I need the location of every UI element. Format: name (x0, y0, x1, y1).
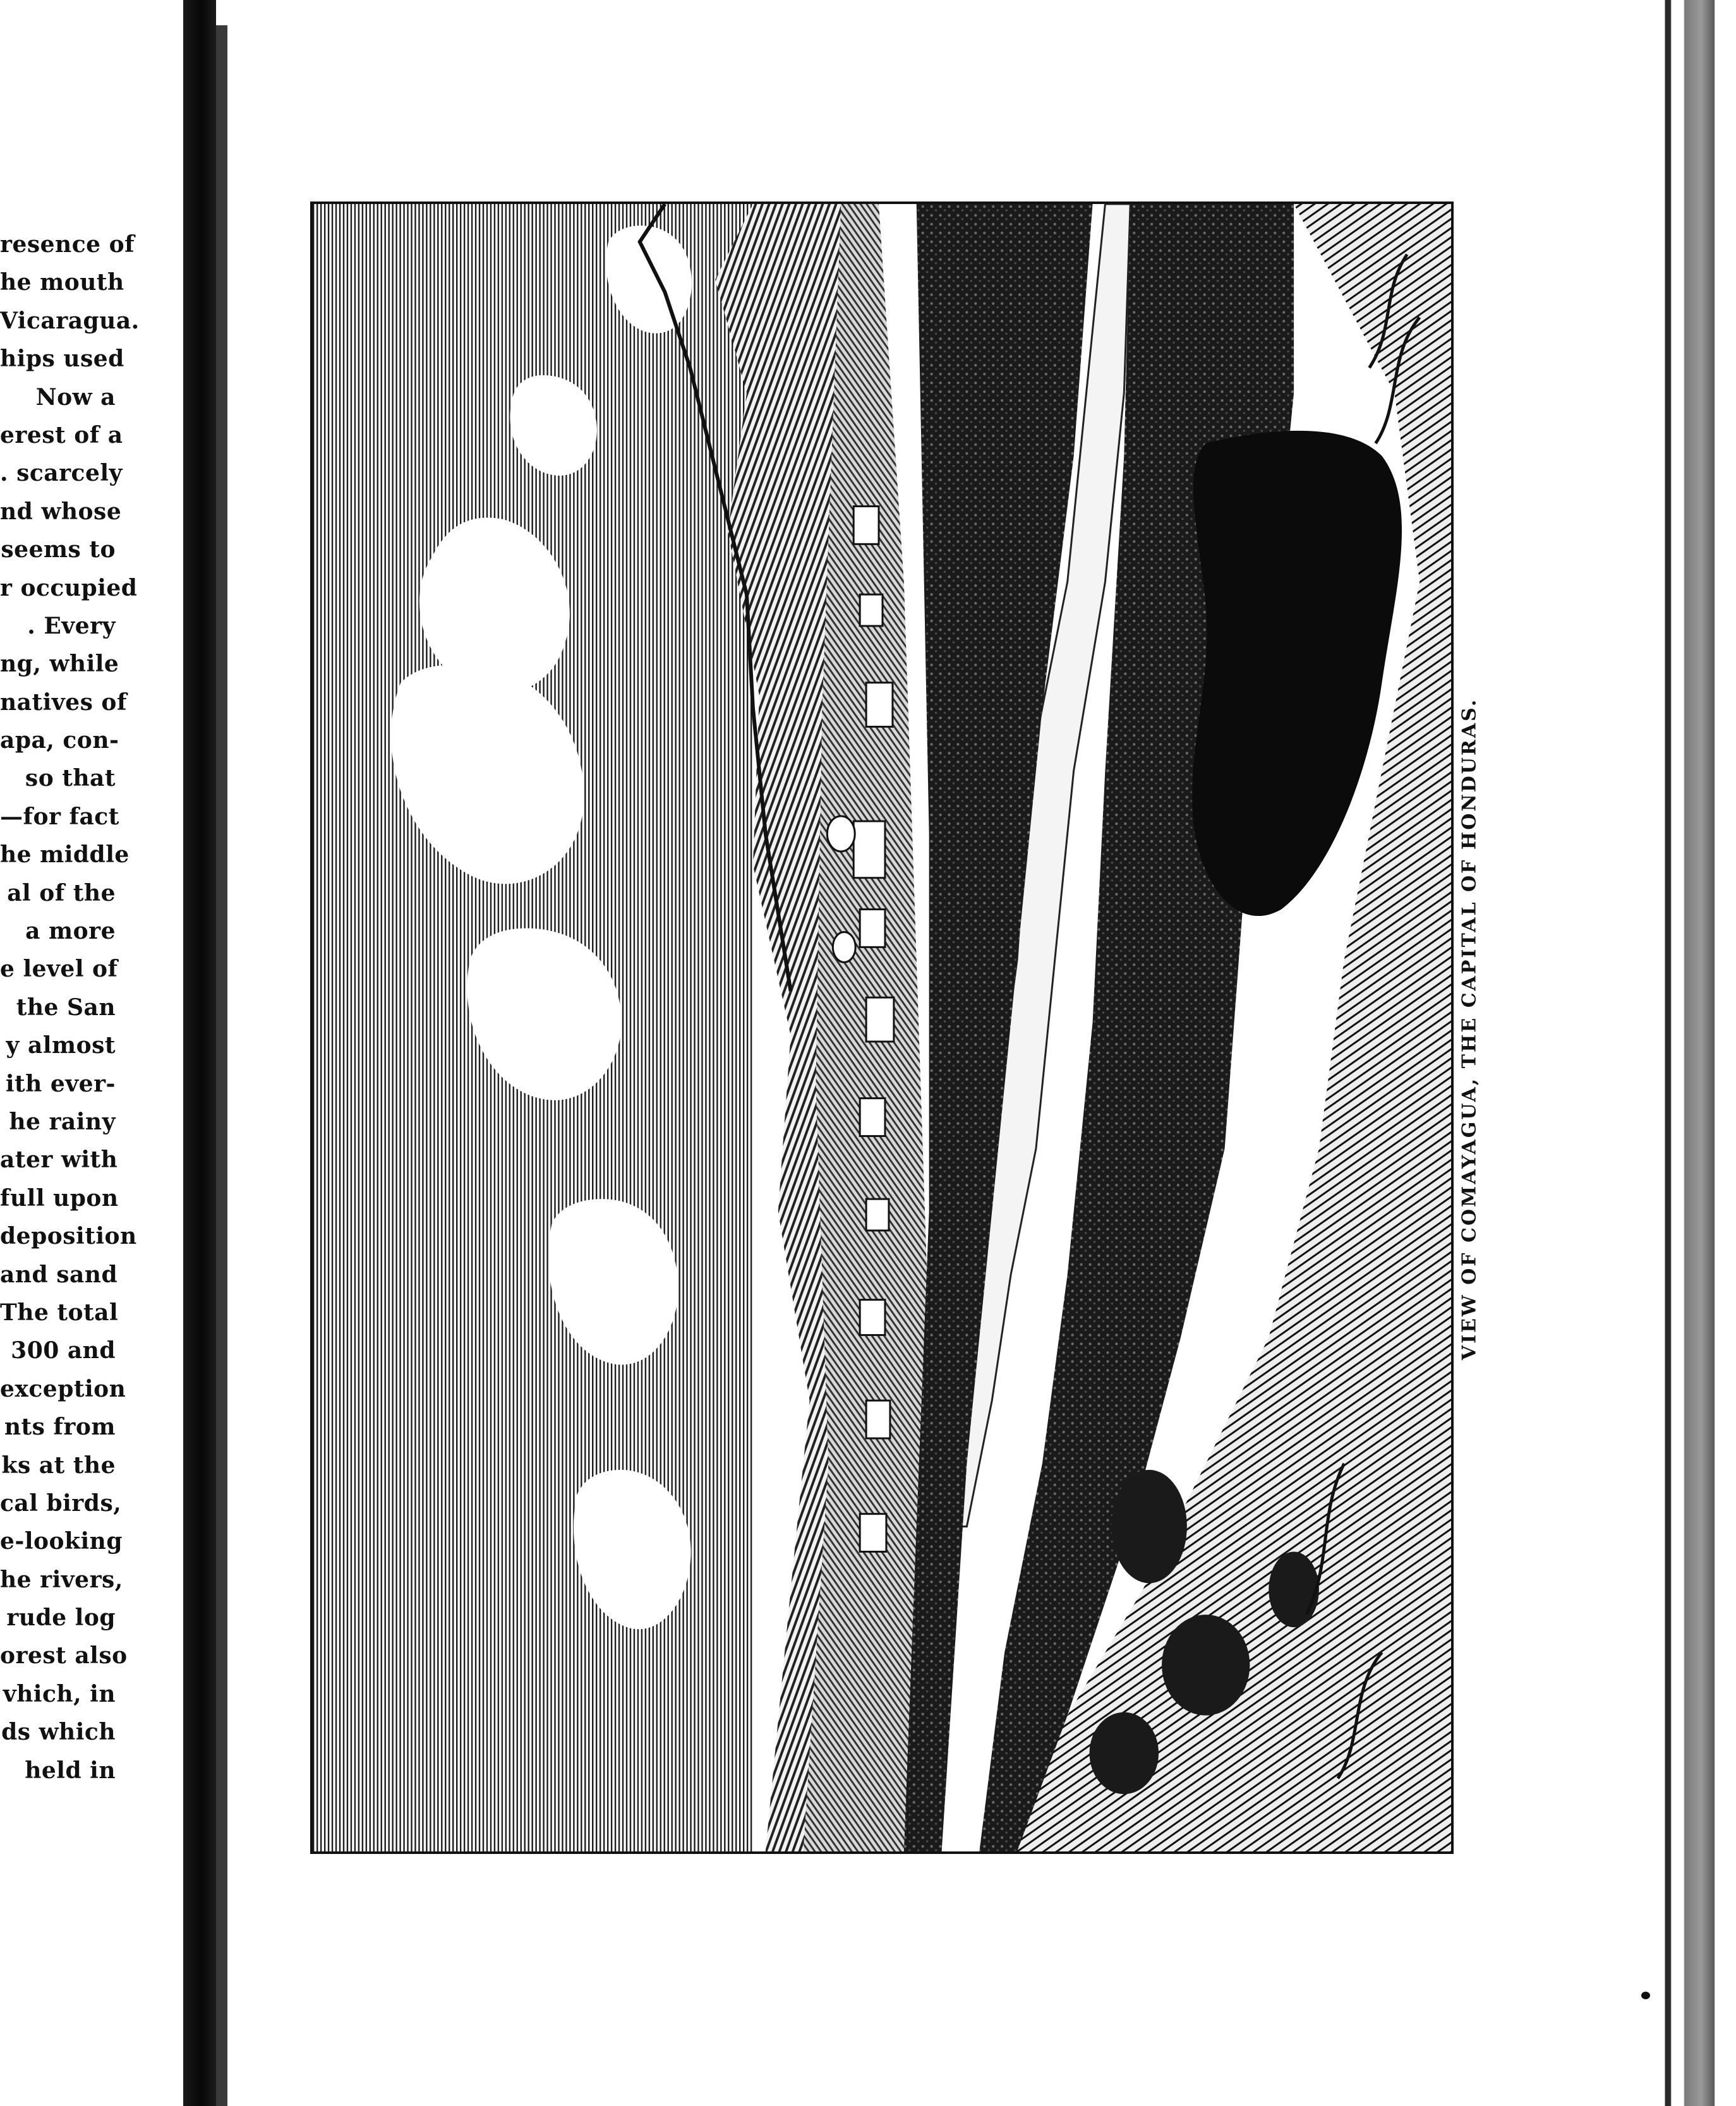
text-line: full upon (0, 1184, 119, 1212)
text-line: cal birds, (0, 1489, 122, 1517)
text-line: resence of (0, 231, 135, 258)
caption-text: VIEW OF COMAYAGUA, THE CAPITAL OF HONDURAS. (1458, 697, 1481, 1361)
engraving-plate (310, 202, 1454, 1854)
text-line: erest of a (0, 421, 123, 448)
left-page (0, 0, 183, 2106)
text-line: rude log (6, 1604, 116, 1632)
text-line: he middle (0, 841, 130, 869)
text-line: and sand (0, 1261, 118, 1288)
page-stack-edge (1649, 0, 1736, 2106)
text-line: Now a (35, 383, 116, 411)
text-line: seems to (1, 536, 116, 563)
text-line: The total (0, 1299, 119, 1326)
text-line: ds which (1, 1719, 116, 1746)
ink-spot (1641, 1992, 1650, 1999)
engraving-illustration (313, 204, 1451, 1851)
text-line: ng, while (0, 651, 119, 678)
text-line: deposition (0, 1223, 137, 1250)
text-line: the San (16, 994, 116, 1021)
text-line: nd whose (0, 498, 122, 525)
page-edge (216, 25, 227, 2106)
text-line: —for fact (0, 803, 119, 830)
text-line: a more (25, 918, 116, 945)
book-gutter (183, 0, 216, 2106)
text-line: so that (25, 765, 116, 792)
text-line: hips used (0, 346, 124, 373)
text-line: ks at the (1, 1452, 116, 1479)
text-line: apa, con- (0, 727, 119, 754)
text-line: . Every (27, 612, 116, 639)
text-line: y almost (6, 1032, 116, 1059)
sky (313, 204, 753, 1851)
text-line: he rivers, (0, 1566, 123, 1593)
text-line: Vicaragua. (0, 307, 140, 334)
text-line: orest also (0, 1642, 128, 1670)
text-line: exception (0, 1375, 126, 1402)
text-line: e-looking (0, 1528, 123, 1555)
text-line: natives of (0, 689, 127, 716)
text-line: 300 and (11, 1337, 116, 1364)
text-line: nts from (4, 1414, 116, 1441)
text-line: r occupied (0, 574, 138, 601)
text-line: e level of (0, 956, 118, 983)
text-line: he rainy (9, 1108, 116, 1135)
text-line: held in (25, 1757, 116, 1784)
text-line: ith ever- (5, 1070, 116, 1097)
text-line: ater with (0, 1146, 118, 1174)
text-line: vhich, in (3, 1680, 116, 1707)
text-line: he mouth (0, 269, 124, 296)
text-line: . scarcely (0, 460, 123, 487)
left-page-text (0, 226, 140, 1790)
text-line: al of the (7, 879, 116, 906)
